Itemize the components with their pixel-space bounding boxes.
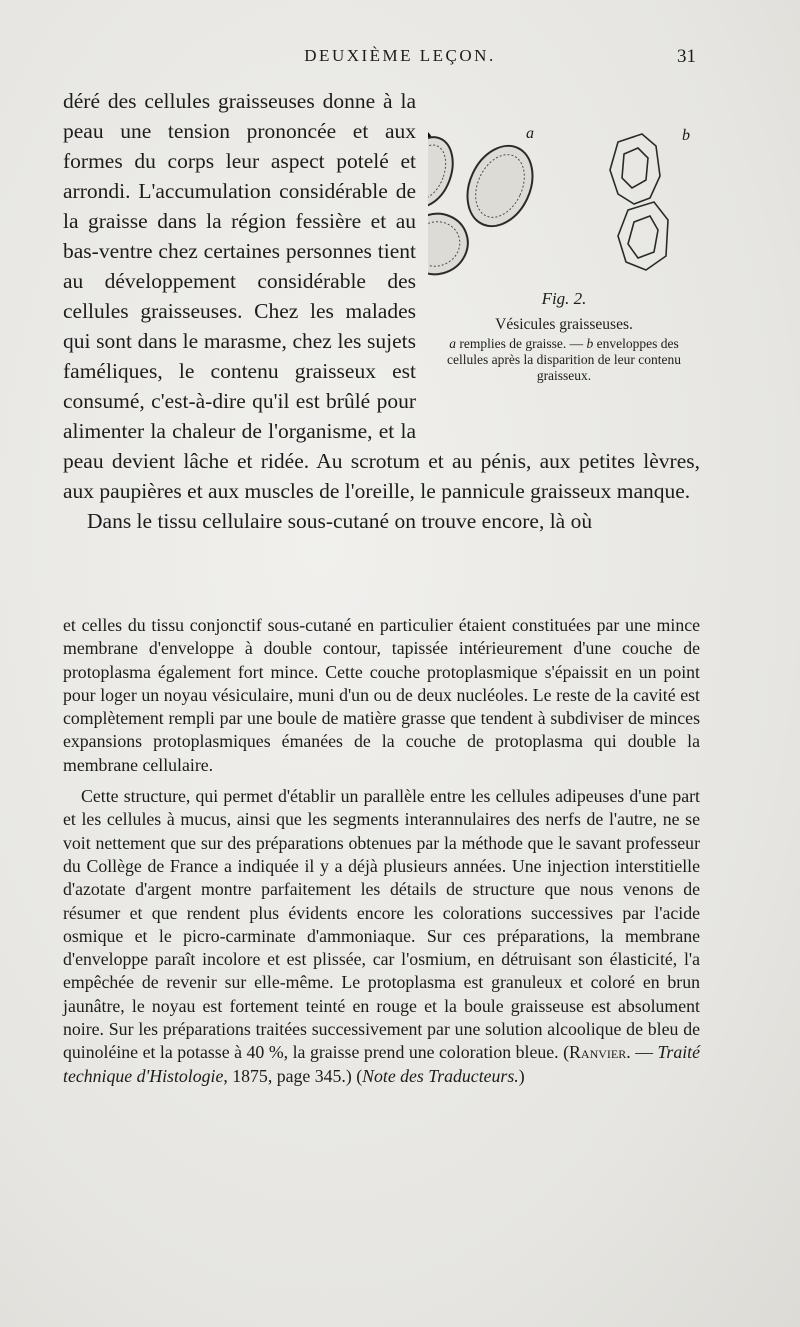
figure-number: Fig. 2. [541, 289, 587, 308]
footnote [63, 614, 700, 1088]
citation-work: Traité technique d'Histologie [63, 1042, 701, 1086]
citation-author: Ranvier. [569, 1042, 631, 1063]
vesicle-a2 [455, 135, 545, 236]
main-text [63, 86, 700, 536]
footnote-paragraph-2: Cette structure, qui permet d'établir un parallèle entre les cellules adipeuses d'une part et les cellules à mucus, ainsi que les segments interannulaires des nerfs de l'autre, ne se voit nettement que sur des préparations obtenues par la méthode que le savant professeur du Collège de France a indiquée il y a déjà plusieurs années. Une injection interstitielle d'azotate d'argent montre parfaitement les détails de structure que nous venons de résumer et que rendent plus évidents encore les colorations successives par l'acide osmique et le picro-carminate d'ammoniaque. Sur ces préparations, la membrane d'enveloppe paraît incolore et est plissée, car l'osmium, en détruisant son élasticité, l'a empêchée de revenir sur elle-même. Le protoplasma est granuleux et coloré en brun jaunâtre, le noyau est fortement teinté en rouge et la boule graisseuse est absolument noire. Sur les préparations traitées successivement par une solution alcoolique de bleu de quinoléine et la potasse à 40 %, la graisse prend une coloration bleue. (Ranvier. — Traité technique d'Histologie, 1875, page 345.) (Note des Traducteurs.) [63, 786, 701, 1086]
figure-caption: a remplies de graisse. — b enveloppes des cellules après la disparition de leur contenu graisseux. [447, 336, 681, 383]
vesicle-a3 [428, 205, 476, 283]
page-number: 31 [677, 46, 696, 67]
envelope-b1 [610, 134, 660, 204]
fat-vesicles-illustration [428, 124, 700, 284]
envelope-b2 [618, 202, 668, 270]
translator-note: Note des Traducteurs. [362, 1065, 519, 1086]
figure-label-b: b [682, 127, 690, 144]
running-title: DEUXIÈME LEÇON. [304, 46, 496, 65]
page-header [0, 46, 800, 74]
paragraph-2: Dans le tissu cellulaire sous-cutané on trouve encore, là où [87, 509, 593, 533]
paragraph-1: déré des cellules graisseuses donne à la peau une tension prononcée et aux formes du corps leur aspect potelé et arrondi. L'accumulation considérable de la graisse dans la région fessière et au bas-ventre chez certaines personnes tient au développement considérable des cellules graisseuses. Chez les malades qui sont dans le marasme, chez les sujets faméliques, le contenu graisseux est consumé, c'est-à-dire qu'il est brûlé pour alimenter la chaleur de l'organisme, et la peau devient lâche et ridée. Au scrotum et au pénis, aux petites lèvres, aux paupières et aux muscles de l'oreille, le pannicule graisseux manque. [63, 89, 700, 503]
figure-2 [428, 124, 700, 420]
figure-title: Vésicules graisseuses. [495, 316, 633, 333]
footnote-paragraph-1: et celles du tissu conjonctif sous-cutané en particulier étaient constituées par une mince membrane d'enveloppe à double contour, tapissée intérieurement d'une couche de protoplasma également fort mince. Cette couche protoplasmique s'épaissit en un point pour loger un noyau vésiculaire, muni d'un ou de deux nucléoles. Le reste de la cavité est complètement rempli par une boule de matière grasse que tendent à subdiviser de minces expansions protoplasmiques émanées de la couche de protoplasma qui double la membrane cellulaire. [63, 615, 700, 775]
figure-label-a: a [526, 125, 534, 142]
